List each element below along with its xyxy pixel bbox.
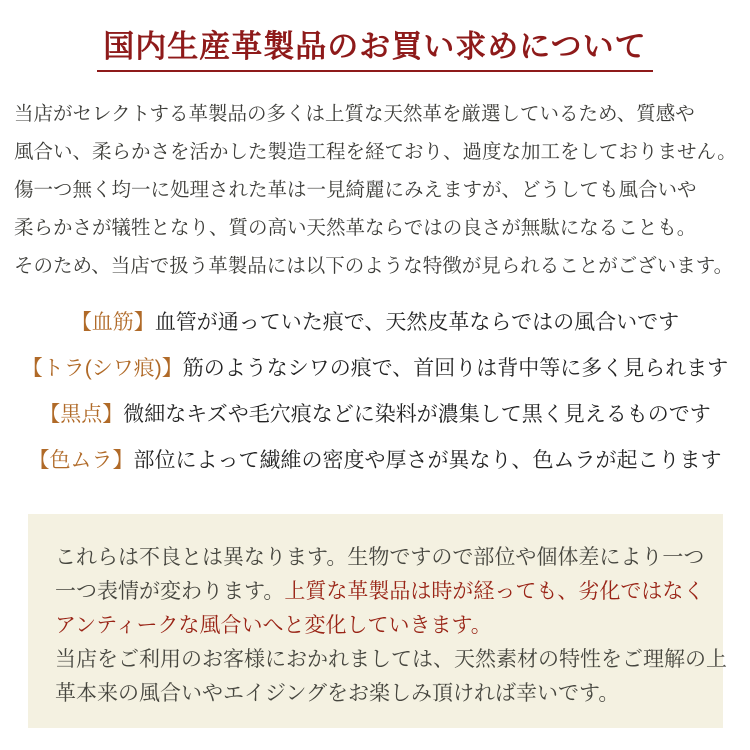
intro-line: 柔らかさが犠牲となり、質の高い天然革ならではの良さが無駄になることも。: [14, 218, 697, 240]
feature-item-chisuji: [0, 300, 750, 346]
notice-line: [55, 642, 727, 676]
notice-text-emphasis: 上質な革製品は時が経っても、劣化ではなく: [284, 579, 705, 604]
feature-term: 【トラ(シワ痕)】: [21, 357, 183, 381]
feature-description: 血管が通っていた痕で、天然皮革ならではの風合いです: [154, 311, 680, 335]
notice-text: 一つ表情が変わります。: [55, 579, 285, 604]
feature-description: 微細なキズや毛穴痕などに染料が濃集して黒く見えるものです: [123, 403, 711, 427]
feature-item-tora: [0, 346, 750, 392]
notice-line: [55, 574, 723, 608]
feature-list: [0, 300, 750, 484]
page-title: 国内生産革製品のお買い求めについて: [97, 28, 652, 72]
notice-box: [28, 514, 727, 728]
notice-line: [55, 608, 723, 642]
feature-item-kokuten: [0, 392, 750, 438]
notice-text: これらは不良とは異なります。生物ですので部位や個体差により一つ: [55, 545, 705, 570]
intro-line: 風合い、柔らかさを活かした製造工程を経ており、過度な加工をしておりません。: [14, 142, 737, 164]
notice-text: 当店をご利用のお客様におかれましては、天然素材の特性をご理解の上: [55, 647, 727, 672]
feature-description: 部位によって繊維の密度や厚さが異なり、色ムラが起こります: [133, 449, 722, 473]
feature-term: 【血筋】: [70, 311, 155, 335]
title-section: [0, 0, 750, 72]
feature-description: 筋のようなシワの痕で、首回りは背中等に多く見られます: [182, 357, 729, 381]
intro-paragraph: [0, 96, 750, 286]
feature-term: 【色ムラ】: [28, 449, 134, 473]
notice-line: [55, 540, 723, 574]
notice-line: [55, 676, 723, 710]
feature-term: 【黒点】: [39, 403, 124, 427]
intro-line: 当店がセレクトする革製品の多くは上質な天然革を厳選しているため、質感や: [14, 104, 695, 126]
feature-item-iromura: [0, 438, 750, 484]
notice-text: 革本来の風合いやエイジングをお楽しみ頂ければ幸いです。: [55, 681, 620, 706]
notice-text-emphasis: アンティークな風合いへと変化していきます。: [55, 613, 492, 638]
intro-line: そのため、当店で扱う革製品には以下のような特徴が見られることがございます。: [14, 256, 734, 278]
intro-line: 傷一つ無く均一に処理された革は一見綺麗にみえますが、どうしても風合いや: [14, 180, 697, 202]
